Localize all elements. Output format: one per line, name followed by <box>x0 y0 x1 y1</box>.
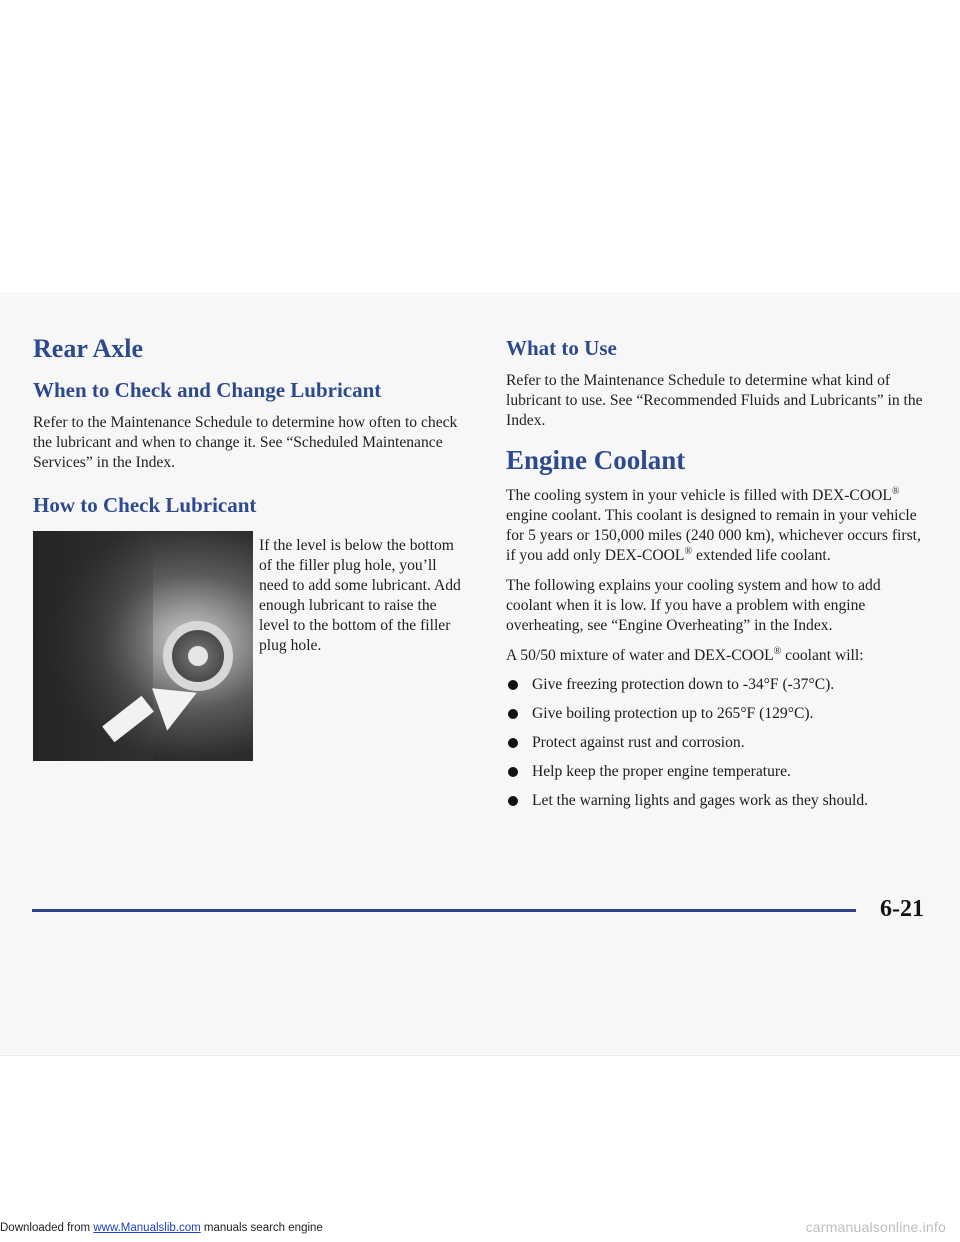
heading-what-to-use: What to Use <box>506 336 617 360</box>
list-item: Give freezing protection down to -34°F (-37°C). <box>506 675 926 695</box>
photo-row <box>33 531 473 761</box>
list-item: Protect against rust and corrosion. <box>506 733 926 753</box>
list-item: Give boiling protection up to 265°F (129°C). <box>506 704 926 724</box>
coolant-benefits-list <box>506 675 926 811</box>
filler-plug-photo <box>33 531 253 761</box>
list-item: Let the warning lights and gages work as they should. <box>506 791 926 811</box>
page-edge-line <box>0 1055 960 1056</box>
paragraph-when-to-check: Refer to the Maintenance Schedule to determine how often to check the lubricant and when to change it. See “Scheduled Maintenance Services” in the Index. <box>33 414 458 472</box>
heading-when-to-check: When to Check and Change Lubricant <box>33 377 382 402</box>
download-credit: Downloaded from www.Manualslib.com manuals search engine <box>0 1222 323 1234</box>
paragraph-coolant-intro: The cooling system in your vehicle is filled with DEX-COOL® engine coolant. This coolant is designed to remain in your vehicle for 5 years or 150,000 miles (240 000 km), whichever occurs first, if you add only DEX-COOL® extended life coolant. <box>506 486 921 565</box>
bullet-icon <box>508 796 518 806</box>
paragraph-cooling-system: The following explains your cooling system and how to add coolant when it is low. If you have a problem with engine overheating, see “Engine Overheating” in the Index. <box>506 577 881 635</box>
bullet-icon <box>508 680 518 690</box>
paragraph-what-to-use: Refer to the Maintenance Schedule to determine what kind of lubricant to use. See “Recommended Fluids and Lubricants” in the Index. <box>506 372 923 430</box>
section-title-rear-axle: Rear Axle <box>33 334 143 363</box>
bullet-icon <box>508 738 518 748</box>
heading-how-to-check: How to Check Lubricant <box>33 493 257 518</box>
list-item: Help keep the proper engine temperature. <box>506 762 926 782</box>
bullet-icon <box>508 767 518 777</box>
page-number: 6-21 <box>880 896 924 922</box>
section-title-engine-coolant: Engine Coolant <box>506 445 686 476</box>
footer-rule <box>32 909 856 912</box>
manualslib-link[interactable]: www.Manualslib.com <box>93 1222 201 1234</box>
paragraph-mixture: A 50/50 mixture of water and DEX-COOL® coolant will: <box>506 646 864 665</box>
right-column <box>506 334 926 811</box>
paragraph-how-to-check: If the level is below the bottom of the filler plug hole, you’ll need to add some lubricant. Add enough lubricant to raise the level to the bottom of the filler plug hole. <box>259 537 461 655</box>
watermark-text: carmanualsonline.info <box>805 1219 946 1235</box>
bullet-icon <box>508 709 518 719</box>
left-column <box>33 334 473 761</box>
